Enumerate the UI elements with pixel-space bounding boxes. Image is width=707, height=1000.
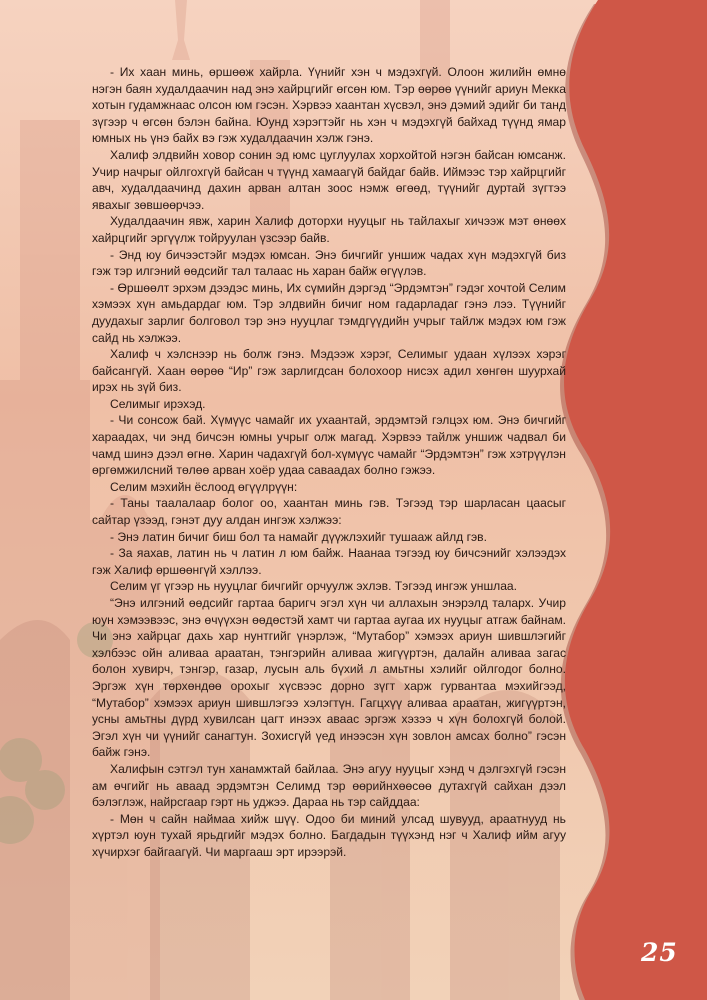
paragraph: - Өршөөлт эрхэм дээдэс минь, Их сүмийн дэргэд “Эрдэмтэн” гэдэг хочтой Селим хэмээх хүн амьдардаг юм. Тэр элдвийн бичиг ном гадарладаг гэнэ лээ. Түүнийг дуудахыг зарлиг болговол тэр энэ нууцлаг тэмдгүүдийн учрыг тайлж мэдэх юм гэж сайд нь хэлжээ. [92,280,566,345]
paragraph: - За яахав, латин нь ч латин л юм байж. Наанаа тэгээд юу бичсэнийг хэлээдэх гэж Халиф өршөөнгүй хэллээ. [92,546,566,577]
paragraph: - Энд юу бичээстэйг мэдэх юмсан. Энэ бичгийг уншиж чадах хүн мэдэхгүй биз гэж тэр илгэний өөдсийг тал талаас нь харан байж өгүүлэв. [92,247,566,279]
paragraph: Селим мэхийн ёслоод өгүүлрүүн: [110,479,298,494]
page-number: 25 [641,938,678,967]
paragraph: - Их хаан минь, өршөөж хайрла. Үүнийг хэн ч мэдэхгүй. Олоон жилийн өмнө нэгэн баян худалдаачин над энэ хайрцгийг өгсөн юм. Тэр өөрөө үүнийг ариун Мекка хотын гудамжнаас олсон юм гэсэн. Хэрвээ хаантан хүсвэл, энэ дэмий эдийг би танд зүгээр ч өгсөн бэлэн байна. Юунд хэрэгтэйг нь хэн ч мэдэхгүй байхад түүнд ямар юмных нь үнэ байх вэ гэж худалдаачин хэлж гэнэ. [92,65,566,146]
paragraph: - Мөн ч сайн наймаа хийж шүү. Одоо би миний улсад шувууд, араатнууд нь хүртэл юун тухай ярьдгийг мэдэх болно. Багдадын түүхэнд нэг ч Халиф ийм агуу хүчирхэг байгаагүй. Чи маргааш эрт ирээрэй. [92,811,566,859]
paragraph: Халифын сэтгэл тун ханамжтай байлаа. Энэ агуу нууцыг хэнд ч дэлгэхгүй гэсэн ам өчгийг нь аваад эрдэмтэн Селимд тэр өөрийнхөөсөө дутахгүй сайхан дээл бэлэглэж, найрсгаар гэрт нь уджээ. Дараа нь тэр сайддаа: [92,761,566,810]
paragraph: - Таны таалалаар болог оо, хаантан минь гэв. Тэгээд тэр шарласан цаасыг сайтар үзээд, гэнэт дуу алдан ингэж хэлжээ: [92,496,566,528]
paragraph: “Энэ илгэний өөдсийг гартаа баригч эгэл хүн чи аллахын энэрэлд таларх. Учир юун хэмээвээс, энэ өчүүхэн өөдөстэй хамт чи гартаа аугаа их нууцыг атгаж байнам. Чи энэ хайрцаг дахь хар нунтгийг үнэрлэж, “Мутабор” хэмээх ариун шившлэгийг хэлбээс ойн аливаа араатан, тэнгэрийн аливаа жигүүртэн, далайн аливаа загас болон хувирч, тэнгэр, газар, лусын аль бүхий л амьтны хэлийг ойлгодог болно. Эргэж хүн төрхөндөө орохыг хүсвээс дорно зүгт харж гурвантаа мэхийгээд, “Мутабор” хэмээх ариун шившлэгээ хэлэгтүн. Гагцхүү аливаа араатан, жигүүртэн, усны амьтны дүрд хувилсан цагт инээх аваас эргэж хэзээ ч хүн болохгүй болой. Эгэл хүн чи үүнийг санагтун. Зохисгүй үед инээсэн хүн зовлон амсах болно” гэсэн байж гэнэ. [92,596,566,760]
paragraph: Селимыг ирэхэд. [110,396,206,411]
paragraph: - Энэ латин бичиг биш бол та намайг дүүжлэхийг тушааж айлд гэв. [110,529,487,544]
story-text [92,64,566,861]
paragraph: Селим үг үгээр нь нууцлаг бичгийг орчуулж эхлэв. Тэгээд ингэж уншлаа. [110,579,518,594]
paragraph: Халиф элдвийн ховор сонин эд юмс цуглуулах хорхойтой нэгэн байсан юмсанж. Учир начрыг ойлгохгүй байсан ч түүнд хамаагүй байдаг байв. Иймээс тэр хайрцгийг авч, худалдаачинд дахин арван алтан зоос нэмж өгөөд, түүнийг дуртай зүгтээ явахыг зөвшөөрчээ. [92,147,566,212]
paragraph: Худалдаачин явж, харин Халиф доторхи нууцыг нь тайлахыг хичээж мэт өнөөх хайрцгийг эргүүлж тойруулан үзсээр байв. [92,214,566,245]
paragraph: Халиф ч хэлснээр нь болж гэнэ. Мэдээж хэрэг, Селимыг удаан хүлээх хэрэг байсангүй. Хаан өөрөө “Ир” гэж зарлигдсан болохоор нисэх адил хөнгөн шуурхай ирэх нь зүй биз. [92,347,566,395]
paragraph: - Чи сонсож бай. Хүмүүс чамайг их ухаантай, эрдэмтэй гэлцэх юм. Энэ бичгийг хараадах, чи энд бичсэн юмны учрыг олж магад. Хэрвээ тайлж уншиж чадвал би чамд шинэ дээл өгнө. Харин чадахгүй бол-хүмүүс чамайг “Эрдэмтэн” гэж хэтрүүлэн өргөмжилсний төлөө арван хоёр удаа саваадах болно гэжээ. [92,413,566,478]
